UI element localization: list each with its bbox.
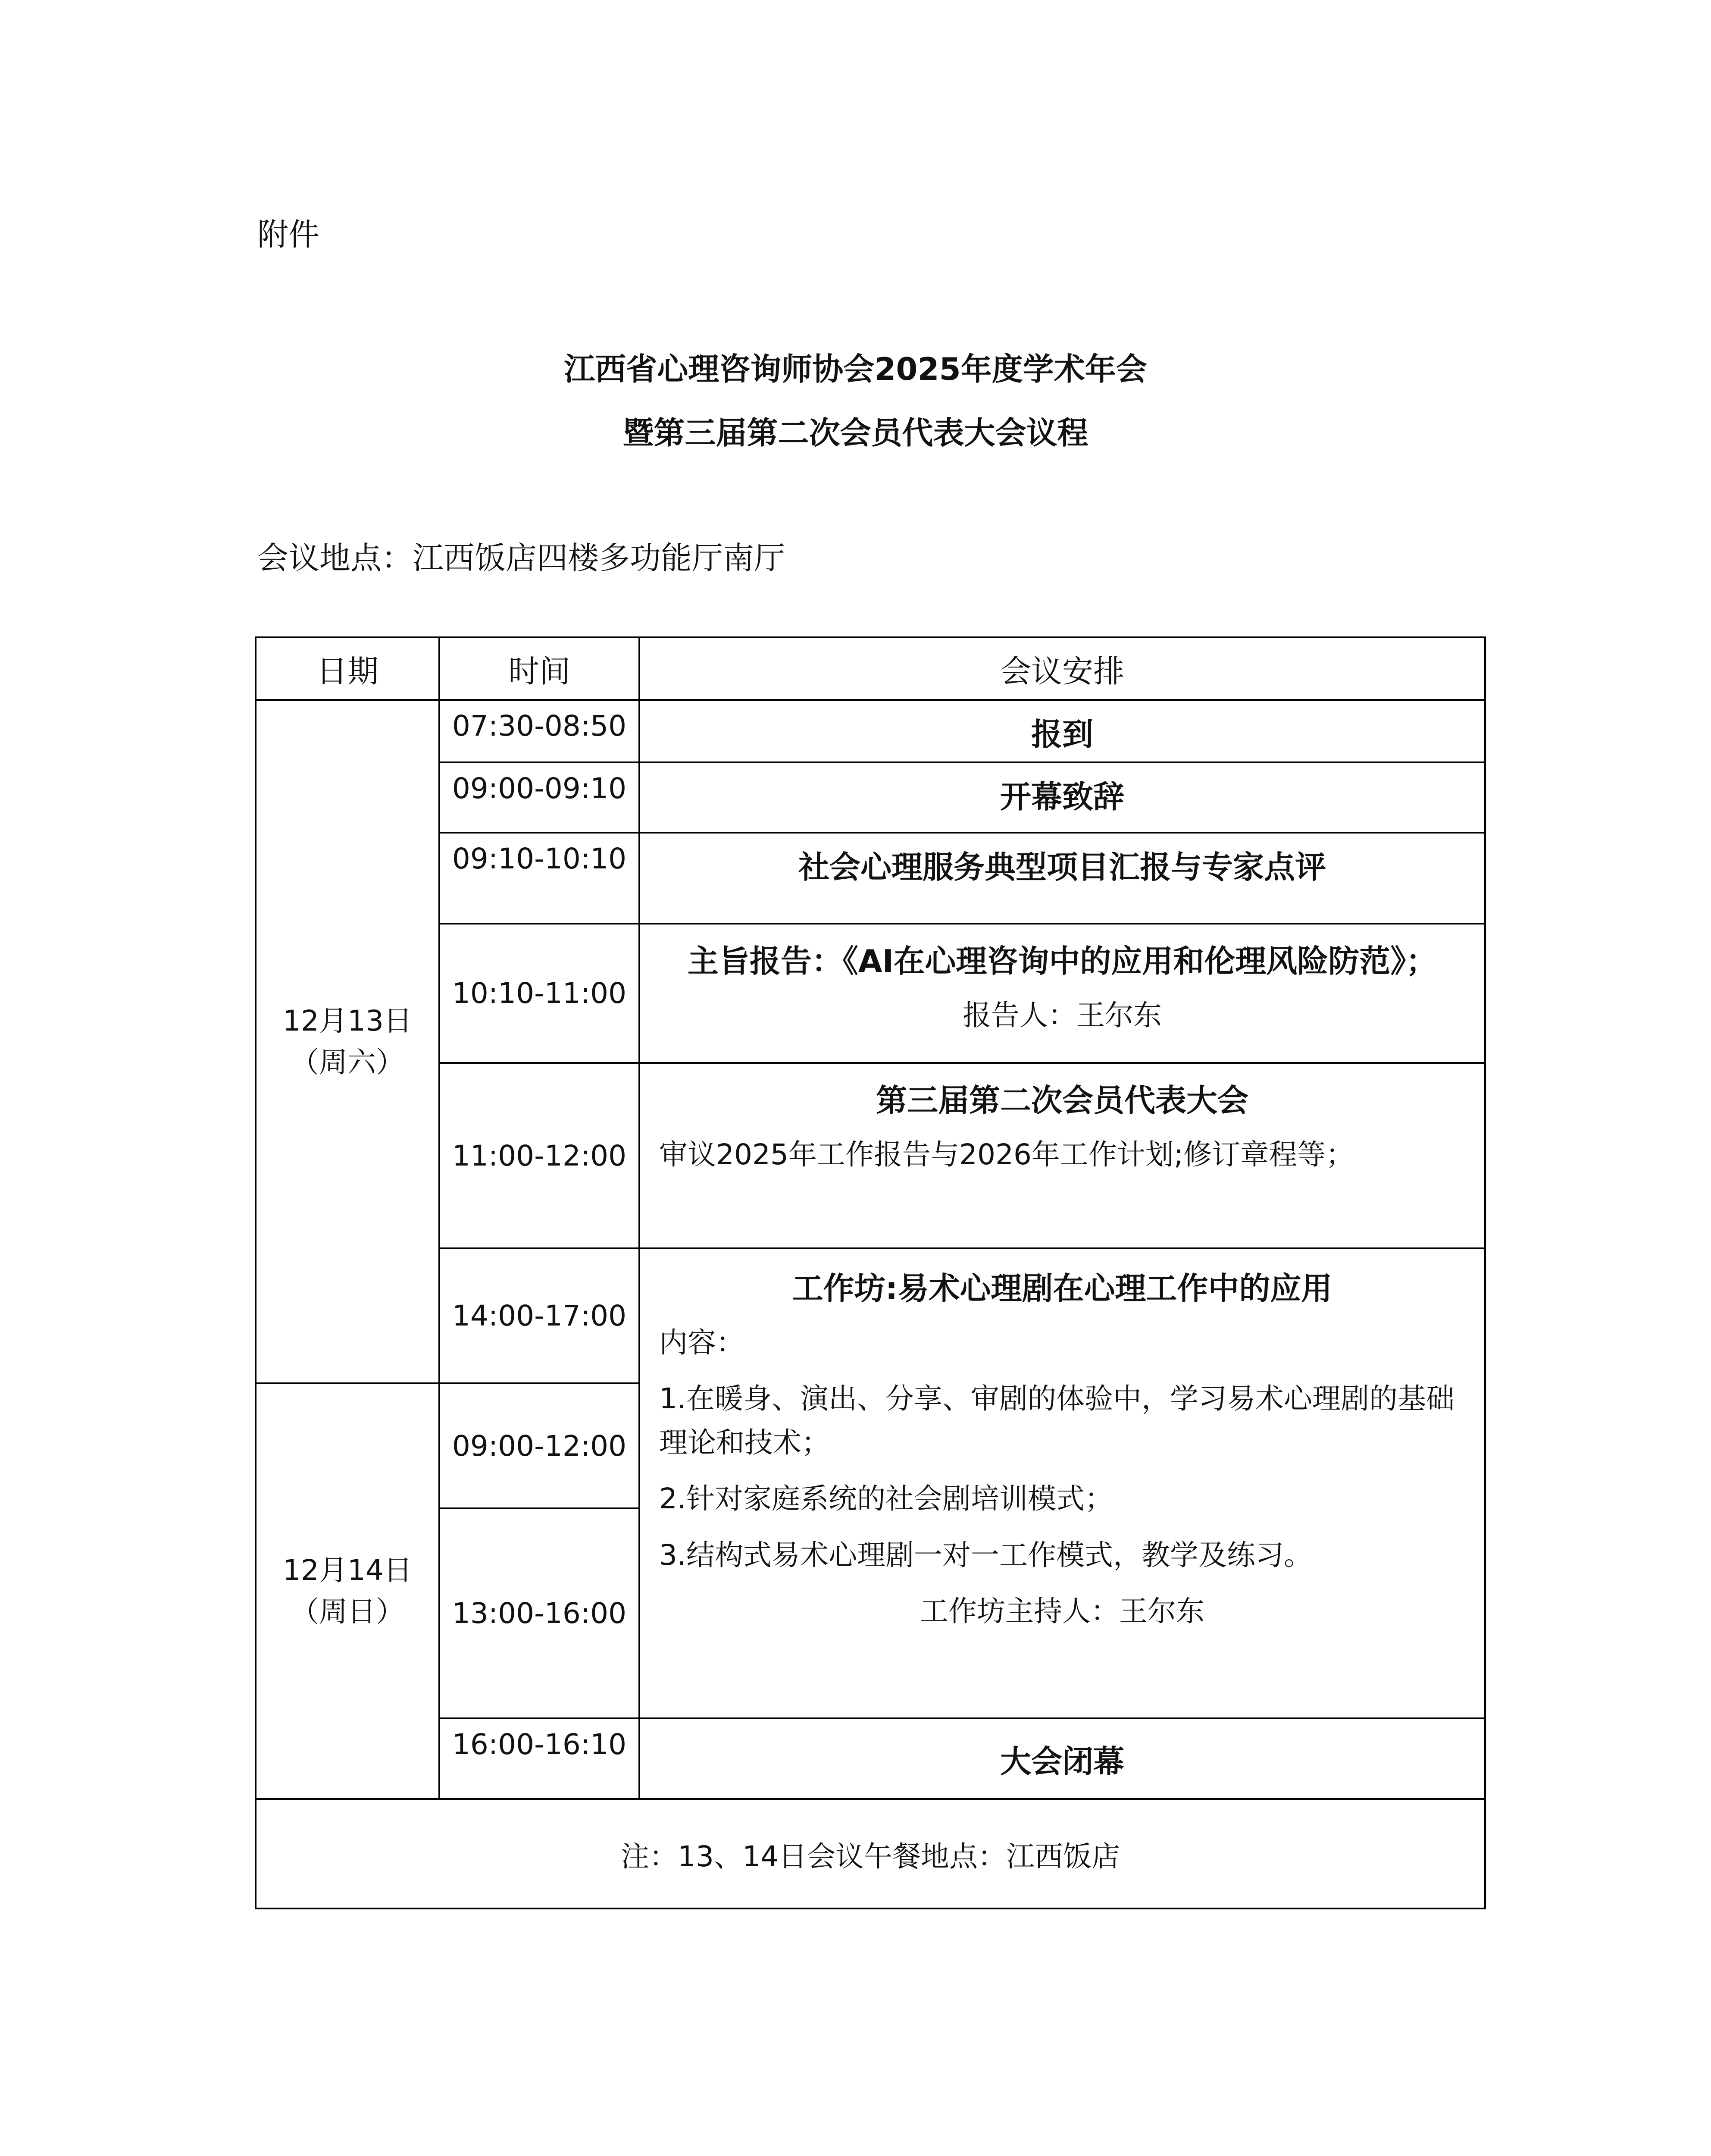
header-arrangement: 会议安排 (639, 637, 1485, 700)
time-slot: 11:00-12:00 (439, 1063, 639, 1248)
table-header-row (256, 637, 1485, 700)
agenda-item-title: 社会心理服务典型项目汇报与专家点评 (639, 833, 1485, 924)
workshop-title: 工作坊:易术心理剧在心理工作中的应用 (792, 1270, 1333, 1307)
meeting-venue: 会议地点：江西饭店四楼多功能厅南厅 (257, 540, 785, 576)
agenda-item-keynote (639, 924, 1485, 1063)
table-row (256, 1248, 1485, 1383)
day2-date-cell (256, 1383, 439, 1799)
time-slot: 09:00-12:00 (439, 1383, 639, 1508)
table-row (256, 1799, 1485, 1908)
table-row (256, 1063, 1485, 1248)
workshop-host: 工作坊主持人：王尔东 (920, 1595, 1204, 1628)
time-slot: 09:10-10:10 (439, 833, 639, 924)
table-row (256, 1718, 1485, 1799)
table-row (256, 833, 1485, 924)
header-date: 日期 (256, 637, 439, 700)
time-slot: 13:00-16:00 (439, 1508, 639, 1718)
day1-date-cell (256, 700, 439, 1383)
agenda-item-congress (639, 1063, 1485, 1248)
table-row (256, 924, 1485, 1063)
table-row (256, 762, 1485, 833)
day1-weekday: （周六） (291, 1045, 404, 1079)
congress-detail: 审议2025年工作报告与2026年工作计划;修订章程等； (659, 1138, 1354, 1171)
agenda-item-title: 大会闭幕 (639, 1718, 1485, 1799)
time-slot: 14:00-17:00 (439, 1248, 639, 1383)
congress-title: 第三届第二次会员代表大会 (876, 1082, 1248, 1119)
workshop-content-item: 3.结构式易术心理剧一对一工作模式，教学及练习。 (659, 1538, 1312, 1572)
time-slot: 16:00-16:10 (439, 1718, 639, 1799)
document-title-line-1: 江西省心理咨询师协会2025年度学术年会 (564, 351, 1147, 387)
attachment-label: 附件 (257, 216, 320, 253)
agenda-item-title: 开幕致辞 (639, 762, 1485, 833)
keynote-speaker: 报告人：王尔东 (963, 998, 1162, 1032)
workshop-content-item: 1.在暖身、演出、分享、审剧的体验中，学习易术心理剧的基础理论和技术； (659, 1382, 1455, 1460)
keynote-title: 主旨报告：《AI在心理咨询中的应用和伦理风险防范》； (687, 943, 1437, 979)
agenda-item-workshop (639, 1248, 1485, 1718)
day1-date: 12月13日 (283, 1004, 412, 1037)
workshop-content-label: 内容： (659, 1326, 744, 1359)
document-title-line-2: 暨第三届第二次会员代表大会议程 (622, 415, 1089, 451)
time-slot: 10:10-11:00 (439, 924, 639, 1063)
day2-date: 12月14日 (283, 1554, 412, 1587)
agenda-table (255, 636, 1486, 1909)
agenda-item-title: 报到 (639, 700, 1485, 762)
time-slot: 07:30-08:50 (439, 700, 639, 762)
workshop-content-item: 2.针对家庭系统的社会剧培训模式； (659, 1482, 1113, 1516)
header-time: 时间 (439, 637, 639, 700)
day2-weekday: （周日） (291, 1595, 404, 1628)
lunch-note: 注：13、14日会议午餐地点：江西饭店 (256, 1799, 1485, 1908)
table-row (256, 700, 1485, 762)
time-slot: 09:00-09:10 (439, 762, 639, 833)
